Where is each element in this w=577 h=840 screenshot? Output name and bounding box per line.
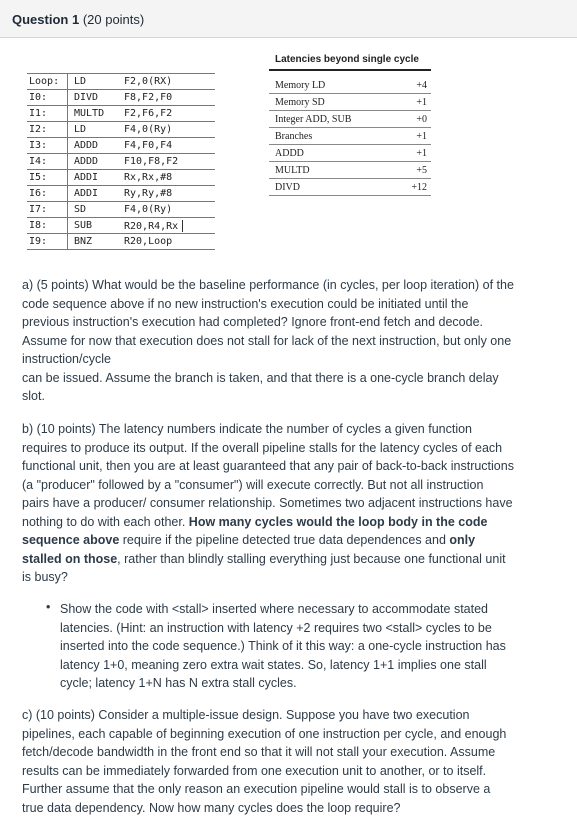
latency-title: Latencies beyond single cycle bbox=[269, 50, 431, 71]
latency-unit: Memory LD bbox=[275, 79, 326, 91]
code-row bbox=[27, 234, 215, 250]
code-row bbox=[27, 106, 215, 122]
code-operands: F4,F0,F4 bbox=[122, 138, 215, 154]
latency-row bbox=[269, 179, 431, 196]
latency-value: +12 bbox=[393, 179, 431, 196]
part-c bbox=[22, 706, 514, 817]
code-opcode: SD bbox=[68, 202, 123, 218]
code-label: I6: bbox=[27, 186, 68, 202]
question-title: Question 1 bbox=[12, 12, 80, 27]
code-row bbox=[27, 202, 215, 218]
latency-row bbox=[269, 145, 431, 162]
code-label: Loop: bbox=[27, 74, 68, 90]
part-b bbox=[22, 420, 514, 587]
code-operands: F10,F8,F2 bbox=[122, 154, 215, 170]
latency-unit: ADDD bbox=[269, 145, 393, 162]
code-opcode: SUB bbox=[68, 218, 123, 234]
part-b-text-2: require if the pipeline detected true data dependences and bbox=[119, 533, 450, 547]
code-row bbox=[27, 154, 215, 170]
part-a bbox=[22, 276, 514, 406]
code-label: I7: bbox=[27, 202, 68, 218]
latency-row bbox=[269, 128, 431, 145]
code-row bbox=[27, 138, 215, 154]
code-opcode: LD bbox=[68, 122, 123, 138]
code-row bbox=[27, 170, 215, 186]
part-b-bold-2: only stalled on those bbox=[22, 533, 476, 566]
question-points: (20 points) bbox=[82, 12, 145, 27]
code-opcode: ADDD bbox=[68, 154, 123, 170]
latency-row bbox=[269, 111, 431, 128]
text-cursor bbox=[182, 220, 183, 232]
code-opcode: BNZ bbox=[68, 234, 123, 250]
latency-value: +1 bbox=[393, 94, 431, 111]
code-operands: F4,0(Ry) bbox=[122, 122, 215, 138]
code-operands: F2,0(RX) bbox=[122, 74, 215, 90]
latency-unit: Memory SD bbox=[269, 94, 393, 111]
code-opcode: LD bbox=[68, 74, 123, 90]
code-opcode: ADDD bbox=[68, 138, 123, 154]
code-operands: R20,Loop bbox=[122, 234, 215, 250]
latency-row bbox=[269, 94, 431, 111]
latency-table bbox=[269, 50, 431, 196]
code-listing bbox=[27, 73, 215, 250]
latency-unit: MULTD bbox=[269, 162, 393, 179]
code-operands: Ry,Ry,#8 bbox=[122, 186, 215, 202]
latency-unit: DIVD bbox=[269, 179, 393, 196]
code-label: I2: bbox=[27, 122, 68, 138]
latency-value: +4 bbox=[416, 79, 427, 91]
code-row bbox=[27, 74, 215, 90]
part-b-hint: Show the code with <stall> inserted where necessary to accommodate stated latencies. (Hint: an instruction with latency +2 requires two <stall> cycles to be inserted into the code sequence.) Think of it this way: a one-cycle instruction has latency 1+0, meaning zero extra wait states. So, latency 1+1 implies one stall cycle; latency 1+N has N extra stall cycles. bbox=[60, 602, 506, 690]
code-opcode: MULTD bbox=[68, 106, 123, 122]
part-c-text: c) (10 points) Consider a multiple-issue design. Suppose you have two execution pipelines, each capable of beginning execution of one instruction per cycle, and enough fetch/decode bandwidth in the front end so that it will not stall your execution. Assume results can be immediately forwarded from one execution unit to another, or to itself. Further assume that the only reason an execution pipeline would stall is to observe a true data dependency. Now how many cycles does the loop require? bbox=[22, 708, 507, 815]
code-label: I1: bbox=[27, 106, 68, 122]
code-operands: F4,0(Ry) bbox=[122, 202, 215, 218]
latency-value: +0 bbox=[393, 111, 431, 128]
code-label: I5: bbox=[27, 170, 68, 186]
code-opcode: ADDI bbox=[68, 186, 123, 202]
part-a-text: a) (5 points) What would be the baseline performance (in cycles, per loop iteration) of the code sequence above if no new instruction's execution could be initiated until the previous instruction's execution had completed? Ignore front-end fetch and decode. Assume for now that execution does not stall for lack of the next instruction, but only one instruction/cycle bbox=[22, 278, 514, 366]
code-label: I8: bbox=[27, 218, 68, 234]
latency-value: +1 bbox=[393, 145, 431, 162]
latency-value: +5 bbox=[393, 162, 431, 179]
code-opcode: ADDI bbox=[68, 170, 123, 186]
code-label: I4: bbox=[27, 154, 68, 170]
code-row bbox=[27, 122, 215, 138]
latency-unit: Branches bbox=[269, 128, 393, 145]
latency-row bbox=[269, 162, 431, 179]
code-label: I9: bbox=[27, 234, 68, 250]
code-row bbox=[27, 186, 215, 202]
code-operands: Rx,Rx,#8 bbox=[122, 170, 215, 186]
latency-value: +1 bbox=[393, 128, 431, 145]
code-operands: F2,F6,F2 bbox=[122, 106, 215, 122]
part-b-bold-1: How many cycles would the loop body in the code sequence above bbox=[22, 514, 488, 547]
question-header bbox=[0, 0, 577, 38]
code-label: I0: bbox=[27, 90, 68, 106]
part-a-text-2: can be issued. Assume the branch is taken, and that there is a one-cycle branch delay slot. bbox=[22, 370, 499, 403]
code-row bbox=[27, 218, 215, 234]
part-b-text-1: b) (10 points) The latency numbers indicate the number of cycles a given function requires to produce its output. If the overall pipeline stalls for the latency cycles of each functional unit, then you are at least guaranteed that any pair of back-to-back instructions (a "producer" followed by a "consumer") will execute correctly. But not all instruction pairs have a producer/ consumer relationship. Sometimes two adjacent instructions have nothing to do with each other. bbox=[22, 422, 514, 529]
code-label: I3: bbox=[27, 138, 68, 154]
code-opcode: DIVD bbox=[68, 90, 123, 106]
latency-unit: Integer ADD, SUB bbox=[269, 111, 393, 128]
code-operands: R20,R4,Rx bbox=[122, 218, 215, 234]
part-b-text-3: , rather than blindly stalling everything just because one functional unit is busy? bbox=[22, 551, 506, 584]
latency-row bbox=[269, 77, 431, 94]
bullet-marker: • bbox=[46, 600, 51, 614]
code-operands: F8,F2,F0 bbox=[122, 90, 215, 106]
code-row bbox=[27, 90, 215, 106]
